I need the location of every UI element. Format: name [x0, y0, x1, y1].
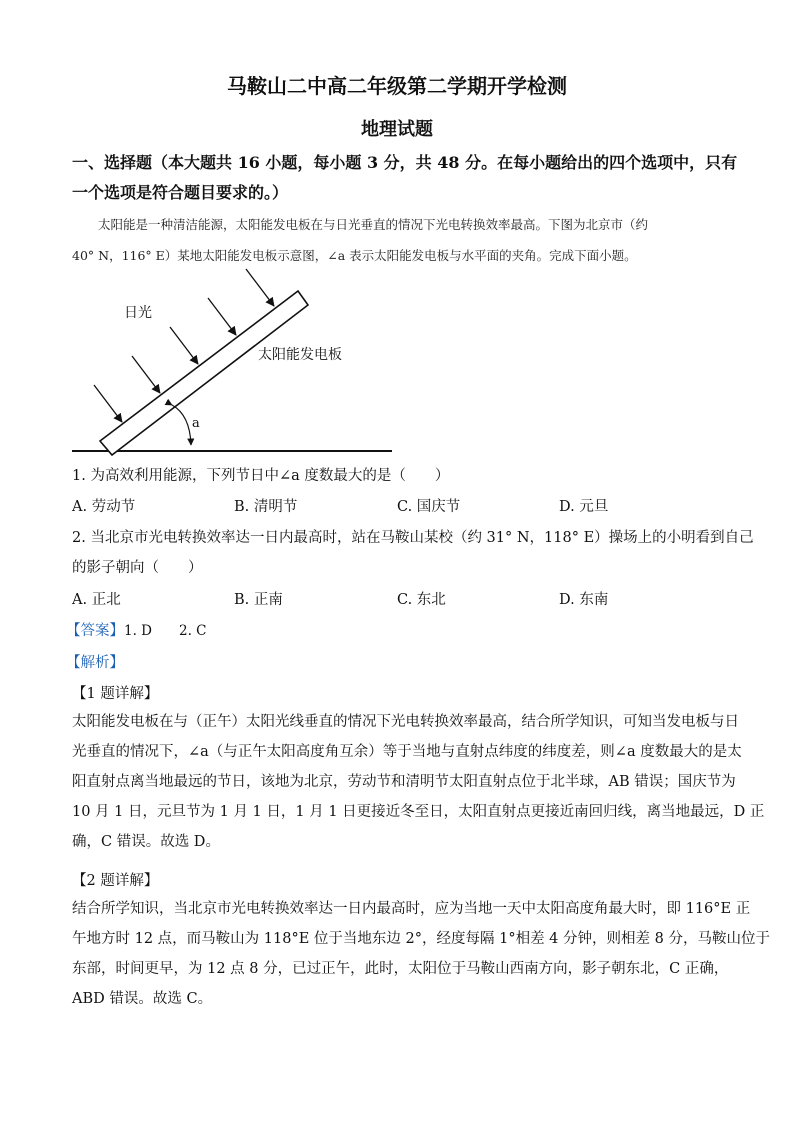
detail-1-text — [72, 707, 764, 857]
analysis-tag: 【解析】 — [66, 655, 124, 671]
q2-option-c: C. 东北 — [397, 592, 446, 608]
detail-2-line: 东部，时间更早，为 12 点 8 分，已过正午，此时，太阳位于马鞍山西南方向，影子朝东北，C 正确， — [72, 961, 729, 977]
q2-option-b: B. 正南 — [234, 592, 283, 608]
sunlight-arrow — [170, 327, 198, 364]
angle-arc — [172, 405, 191, 445]
question-2-stem-line1: 2. 当北京市光电转换效率达一日内最高时，站在马鞍山某校（约 31° N，118° E）操场上的小明看到自己 — [72, 530, 754, 546]
q1-option-a: A. 劳动节 — [72, 499, 136, 515]
question-2-stem-line2: 的影子朝向（ ） — [72, 560, 203, 576]
panel-label: 太阳能发电板 — [258, 347, 342, 363]
intro-line2: 40° N，116° E）某地太阳能发电板示意图，∠a 表示太阳能发电板与水平面的夹角。完成下面小题。 — [72, 248, 637, 263]
detail-1-tag: 【1 题详解】 — [72, 686, 159, 702]
detail-1-line: 10 月 1 日，元旦节为 1 月 1 日，1 月 1 日更接近冬至日，太阳直射点更接近南回归线，离当地最远，D 正 — [72, 804, 765, 820]
answer-text: 1. D 2. C — [124, 623, 207, 639]
section-heading-line2: 一个选项是符合题目要求的。） — [72, 183, 289, 202]
solar-panel-diagram — [60, 265, 400, 460]
detail-2-line: ABD 错误。故选 C。 — [72, 991, 213, 1007]
q2-option-a: A. 正北 — [72, 592, 121, 608]
detail-2-text — [72, 894, 770, 1014]
detail-2-line: 结合所学知识，当北京市光电转换效率达一日内最高时，应为当地一天中太阳高度角最大时，即 116°E 正 — [72, 901, 751, 917]
sunlight-arrow — [208, 298, 236, 335]
sunlight-label: 日光 — [124, 305, 152, 321]
q1-option-c: C. 国庆节 — [397, 499, 461, 515]
detail-2-tag: 【2 题详解】 — [72, 873, 159, 889]
page-title: 马鞍山二中高二年级第二学期开学检测 — [227, 74, 567, 98]
q1-option-b: B. 清明节 — [234, 499, 298, 515]
detail-1-line: 光垂直的情况下，∠a（与正午太阳高度角互余）等于当地与直射点纬度的纬度差，则∠a 度数最大的是太 — [72, 744, 742, 760]
detail-1-line: 太阳能发电板在与（正午）太阳光线垂直的情况下光电转换效率最高，结合所学知识，可知当发电板与日 — [72, 714, 739, 730]
answer-block — [66, 619, 207, 640]
detail-1-line: 阳直射点离当地最远的节日，该地为北京，劳动节和清明节太阳直射点位于北半球，AB 错误；国庆节为 — [72, 774, 736, 790]
detail-2-line: 午地方时 12 点，而马鞍山为 118°E 位于当地东边 2°，经度每隔 1°相差 4 分钟，则相差 8 分，马鞍山位于 — [72, 931, 770, 947]
section-heading-line1: 一、选择题（本大题共 16 小题，每小题 3 分，共 48 分。在每小题给出的四个选项中，只有 — [72, 153, 738, 172]
detail-1-line: 确，C 错误。故选 D。 — [72, 834, 220, 850]
q2-option-d: D. 东南 — [559, 592, 609, 608]
q1-option-d: D. 元旦 — [559, 499, 609, 515]
page-subtitle: 地理试题 — [361, 119, 433, 140]
answer-tag: 【答案】 — [66, 623, 124, 639]
angle-label: a — [192, 416, 200, 431]
sunlight-arrow — [94, 385, 122, 422]
sunlight-arrow — [246, 269, 274, 306]
sunlight-arrow — [132, 356, 160, 393]
question-1-stem: 1. 为高效利用能源，下列节日中∠a 度数最大的是（ ） — [72, 468, 450, 484]
intro-line1: 太阳能是一种清洁能源，太阳能发电板在与日光垂直的情况下光电转换效率最高。下图为北京市（约 — [98, 217, 649, 232]
